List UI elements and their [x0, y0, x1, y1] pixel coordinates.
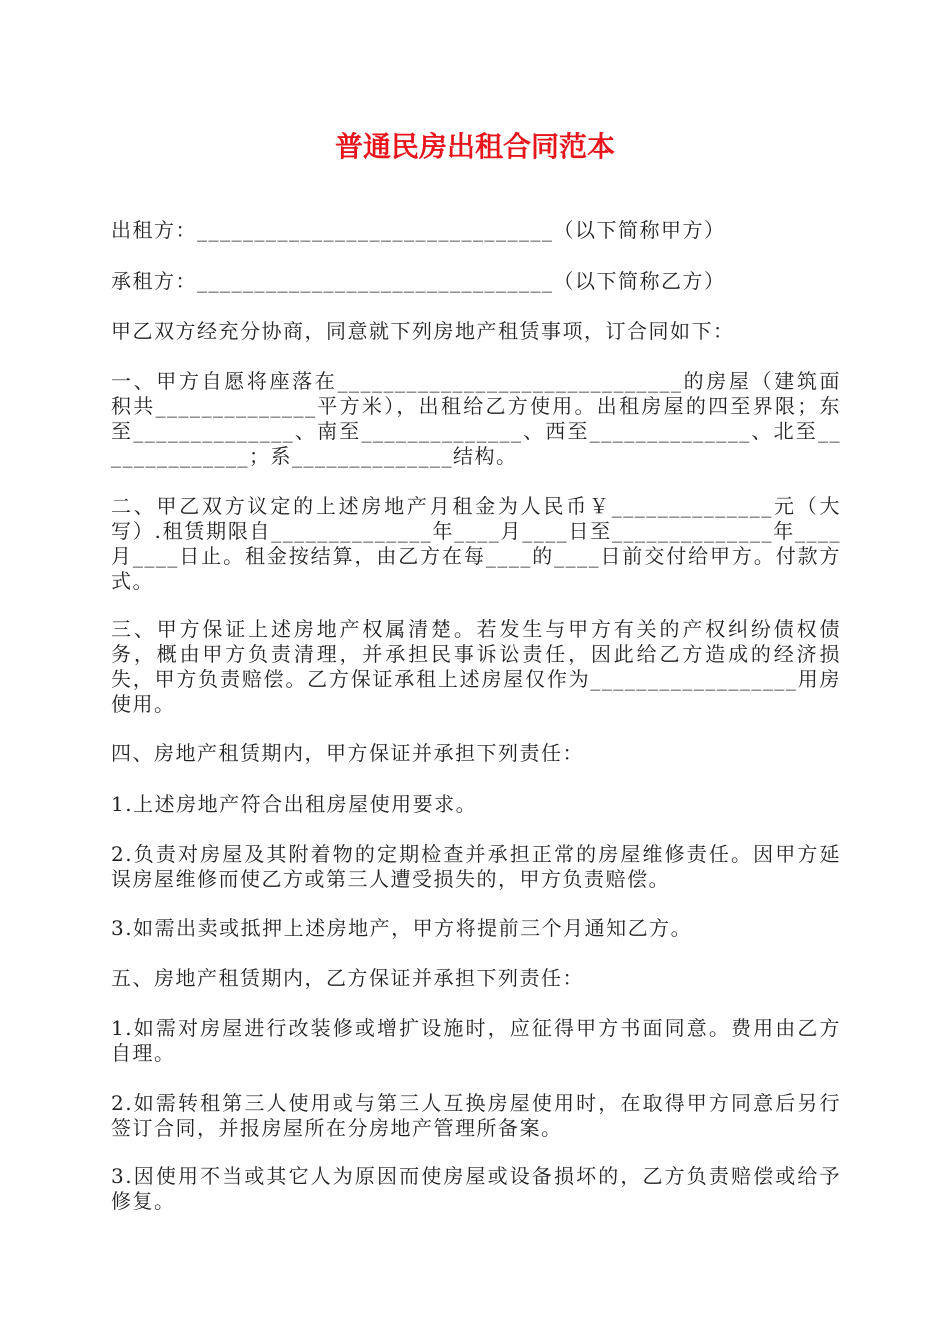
paragraph-clause-4: 四、房地产租赁期内，甲方保证并承担下列责任： — [111, 741, 584, 765]
paragraph-lessor: 出租方：_______________________________（以下简称甲方） — [111, 218, 726, 242]
paragraph-clause-5-item-3: 3.因使用不当或其它人为原因而使房屋或设备损坏的，乙方负责赔偿或给予修复。 — [111, 1164, 841, 1213]
paragraph-clause-5-item-2: 2.如需转租第三人使用或与第三人互换房屋使用时，在取得甲方同意后另行签订合同，并报房屋所在分房地产管理所备案。 — [111, 1091, 841, 1140]
paragraph-lessee: 承租方：_______________________________（以下简称乙方） — [111, 269, 726, 293]
paragraph-clause-4-item-1: 1.上述房地产符合出租房屋使用要求。 — [111, 792, 478, 816]
paragraph-clause-5: 五、房地产租赁期内，乙方保证并承担下列责任： — [111, 966, 584, 990]
paragraph-clause-1: 一、甲方自愿将座落在______________________________的房屋（建筑面积共______________平方米），出租给乙方使用。出租房屋的四至界限；东至______________、南至______________、西至______________、北至______________；系______________结构。 — [111, 369, 841, 468]
paragraph-clause-3: 三、甲方保证上述房地产权属清楚。若发生与甲方有关的产权纠纷债权债务，概由甲方负责清理，并承担民事诉讼责任，因此给乙方造成的经济损失，甲方负责赔偿。乙方保证承租上述房屋仅作为__________________用房使用。 — [111, 617, 841, 716]
paragraph-clause-5-item-1: 1.如需对房屋进行改装修或增扩设施时，应征得甲方书面同意。费用由乙方自理。 — [111, 1016, 841, 1065]
paragraph-clause-4-item-3: 3.如需出卖或抵押上述房地产，甲方将提前三个月通知乙方。 — [111, 916, 693, 940]
paragraph-intro: 甲乙双方经充分协商，同意就下列房地产租赁事项，订合同如下： — [111, 319, 735, 343]
paragraph-clause-4-item-2: 2.负责对房屋及其附着物的定期检查并承担正常的房屋维修责任。因甲方延误房屋维修而使乙方或第三人遭受损失的，甲方负责赔偿。 — [111, 842, 841, 891]
document-title: 普通民房出租合同范本 — [334, 130, 615, 163]
paragraph-clause-2: 二、甲乙双方议定的上述房地产月租金为人民币￥______________元（大写）.租赁期限自______________年____月____日至______________年____月____日止。租金按结算，由乙方在每____的____日前交付给甲方。付款方式。 — [111, 494, 841, 593]
